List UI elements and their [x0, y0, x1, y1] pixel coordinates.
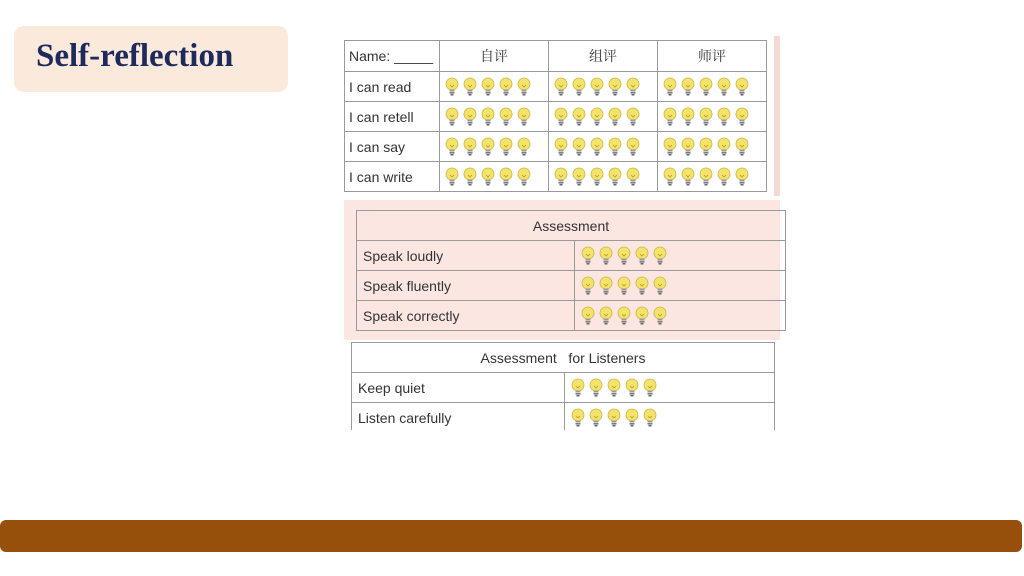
lightbulb-icon: [681, 167, 695, 187]
table-title: Assessment: [357, 211, 786, 241]
row-label: I can write: [345, 162, 440, 192]
lightbulb-icon: [608, 167, 622, 187]
lightbulb-icon: [699, 77, 713, 97]
lightbulb-icon: [589, 408, 603, 428]
lightbulb-icon: [463, 107, 477, 127]
title-card: [14, 26, 288, 92]
lightbulb-icon: [643, 378, 657, 398]
row-label: I can retell: [345, 102, 440, 132]
lightbulb-icon: [626, 167, 640, 187]
table-header-row: [357, 211, 786, 241]
lightbulb-icon: [607, 378, 621, 398]
lightbulb-icon: [554, 107, 568, 127]
image-crop-mask: [340, 430, 800, 450]
lightbulb-icon: [590, 77, 604, 97]
lightbulb-icon: [581, 246, 595, 266]
lightbulb-icon: [572, 77, 586, 97]
lightbulb-icon: [617, 276, 631, 296]
rating-cell: [565, 403, 775, 433]
table-row: [345, 72, 767, 102]
lightbulb-icon: [617, 246, 631, 266]
lightbulb-icon: [717, 107, 731, 127]
lightbulb-icon: [463, 137, 477, 157]
bottom-bar: [0, 520, 1022, 552]
table-row: [357, 301, 786, 331]
lightbulb-icon: [607, 408, 621, 428]
lightbulb-icon: [481, 77, 495, 97]
lightbulb-icon: [625, 378, 639, 398]
lightbulb-icon: [581, 306, 595, 326]
table-row: [357, 241, 786, 271]
lightbulb-icon: [617, 306, 631, 326]
rating-cell: [658, 72, 767, 102]
row-label: I can say: [345, 132, 440, 162]
self-evaluation-table: [344, 40, 767, 192]
lightbulb-icon: [699, 137, 713, 157]
rating-cell: [658, 162, 767, 192]
slide-title: Self-reflection: [36, 38, 234, 74]
table-row: [345, 132, 767, 162]
lightbulb-icon: [445, 137, 459, 157]
lightbulb-icon: [653, 276, 667, 296]
lightbulb-icon: [625, 408, 639, 428]
table-row: [345, 102, 767, 132]
lightbulb-icon: [499, 167, 513, 187]
rating-cell: [440, 132, 549, 162]
lightbulb-icon: [717, 77, 731, 97]
lightbulb-icon: [590, 107, 604, 127]
lightbulb-icon: [626, 137, 640, 157]
lightbulb-icon: [663, 107, 677, 127]
lightbulb-icon: [635, 246, 649, 266]
row-label: Speak fluently: [357, 271, 575, 301]
lightbulb-icon: [572, 137, 586, 157]
lightbulb-icon: [571, 378, 585, 398]
column-header-self: 自评: [440, 41, 549, 72]
rating-cell: [658, 102, 767, 132]
lightbulb-icon: [481, 167, 495, 187]
lightbulb-icon: [663, 167, 677, 187]
lightbulb-icon: [554, 77, 568, 97]
lightbulb-icon: [517, 167, 531, 187]
rating-cell: [549, 102, 658, 132]
lightbulb-icon: [445, 107, 459, 127]
lightbulb-icon: [463, 167, 477, 187]
lightbulb-icon: [717, 137, 731, 157]
lightbulb-icon: [572, 167, 586, 187]
table-row: [352, 403, 775, 433]
lightbulb-icon: [735, 107, 749, 127]
lightbulb-icon: [643, 408, 657, 428]
lightbulb-icon: [681, 77, 695, 97]
lightbulb-icon: [608, 77, 622, 97]
rating-cell: [658, 132, 767, 162]
lightbulb-icon: [735, 77, 749, 97]
lightbulb-icon: [608, 137, 622, 157]
table-row: [352, 373, 775, 403]
lightbulb-icon: [599, 276, 613, 296]
row-label: I can read: [345, 72, 440, 102]
lightbulb-icon: [445, 167, 459, 187]
lightbulb-icon: [635, 306, 649, 326]
lightbulb-icon: [481, 137, 495, 157]
lightbulb-icon: [445, 77, 459, 97]
rating-cell: [575, 301, 786, 331]
lightbulb-icon: [699, 167, 713, 187]
lightbulb-icon: [681, 107, 695, 127]
rating-cell: [549, 162, 658, 192]
lightbulb-icon: [499, 137, 513, 157]
rating-cell: [549, 132, 658, 162]
table-row: [357, 271, 786, 301]
lightbulb-icon: [554, 137, 568, 157]
lightbulb-icon: [481, 107, 495, 127]
lightbulb-icon: [653, 246, 667, 266]
table-row: [345, 162, 767, 192]
lightbulb-icon: [626, 77, 640, 97]
lightbulb-icon: [499, 107, 513, 127]
lightbulb-icon: [635, 276, 649, 296]
assessment-table: [356, 210, 786, 331]
lightbulb-icon: [589, 378, 603, 398]
column-header-group: 组评: [549, 41, 658, 72]
lightbulb-icon: [463, 77, 477, 97]
lightbulb-icon: [608, 107, 622, 127]
row-label: Listen carefully: [352, 403, 565, 433]
listener-assessment-table: [351, 342, 775, 433]
lightbulb-icon: [626, 107, 640, 127]
column-header-teacher: 师评: [658, 41, 767, 72]
lightbulb-icon: [663, 77, 677, 97]
table-title: Assessment for Listeners: [352, 343, 775, 373]
table-header-row: [345, 41, 767, 72]
rating-cell: [575, 271, 786, 301]
lightbulb-icon: [681, 137, 695, 157]
lightbulb-icon: [517, 77, 531, 97]
lightbulb-icon: [717, 167, 731, 187]
lightbulb-icon: [590, 167, 604, 187]
rating-cell: [549, 72, 658, 102]
lightbulb-icon: [653, 306, 667, 326]
lightbulb-icon: [499, 77, 513, 97]
row-label: Speak correctly: [357, 301, 575, 331]
rating-cell: [440, 102, 549, 132]
lightbulb-icon: [517, 137, 531, 157]
row-label: Keep quiet: [352, 373, 565, 403]
lightbulb-icon: [735, 137, 749, 157]
row-label: Speak loudly: [357, 241, 575, 271]
lightbulb-icon: [735, 167, 749, 187]
lightbulb-icon: [590, 137, 604, 157]
lightbulb-icon: [581, 276, 595, 296]
lightbulb-icon: [572, 107, 586, 127]
image-edge-decoration: [774, 36, 780, 196]
rating-cell: [440, 162, 549, 192]
lightbulb-icon: [663, 137, 677, 157]
lightbulb-icon: [571, 408, 585, 428]
rating-cell: [565, 373, 775, 403]
table-header-row: [352, 343, 775, 373]
lightbulb-icon: [554, 167, 568, 187]
lightbulb-icon: [699, 107, 713, 127]
name-label: Name: _____: [345, 41, 440, 72]
lightbulb-icon: [599, 306, 613, 326]
rating-cell: [575, 241, 786, 271]
lightbulb-icon: [517, 107, 531, 127]
lightbulb-icon: [599, 246, 613, 266]
rating-cell: [440, 72, 549, 102]
